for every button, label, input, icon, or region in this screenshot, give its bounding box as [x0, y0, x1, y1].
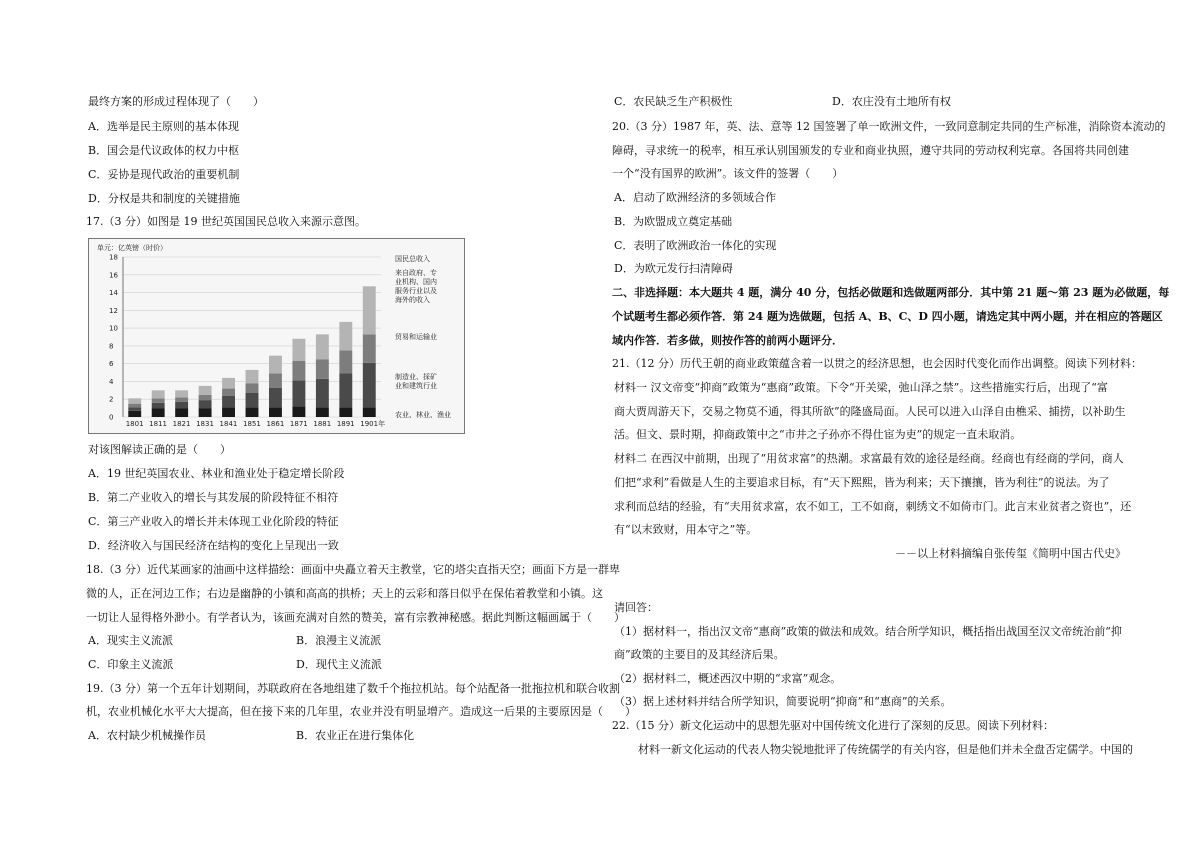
- q21-sub-1-line-2: 商”政策的主要目的及其经济后果。: [614, 648, 785, 661]
- bar-segment: [222, 407, 235, 417]
- y-tick-label: 2: [109, 395, 114, 404]
- q21-material2-line-1: 材料二 在西汉中前期，出现了“用贫求富”的热潮。求富最有效的途径是经商。经商也有经商的学问，商人: [614, 452, 1124, 465]
- bar-segment: [152, 403, 165, 408]
- q22-stem: 22.（15 分）新文化运动中的思想先驱对中国传统文化进行了深刻的反思。阅读下列材料：: [612, 719, 1054, 732]
- bar-segment: [269, 373, 282, 387]
- section2-line-3: 域内作答．若多做，则按作答的前两小题评分．: [612, 334, 843, 347]
- x-tick-label: 1811: [149, 420, 168, 428]
- income-chart: [88, 238, 465, 434]
- x-tick-label: 1901年: [360, 420, 386, 428]
- legend-series-label: 来自政府、专: [395, 269, 437, 277]
- x-tick-label: 1801: [125, 420, 144, 428]
- y-tick-label: 8: [109, 342, 114, 351]
- q20-line-1: 20.（3 分）1987 年，英、法、意等 12 国签署了单一欧洲文件，一致同意制定共同的生产标准，消除资本流动的: [612, 120, 1166, 133]
- bar-segment: [199, 395, 212, 400]
- bar-segment: [363, 363, 376, 407]
- x-tick-label: 1841: [219, 420, 238, 428]
- bar-segment: [175, 402, 188, 408]
- q21-sub-2: （2）据材料二，概述西汉中期的“求富”观念。: [614, 672, 842, 685]
- bar-segment: [363, 286, 376, 334]
- q17-stem: 17.（3 分）如图是 19 世纪英国国民总收入来源示意图。: [86, 215, 366, 228]
- q20-option-d: D．为欧元发行扫清障碍: [614, 262, 733, 275]
- bar-segment: [292, 339, 305, 361]
- q21-sub-1-line-1: （1）据材料一，指出汉文帝“惠商”政策的做法和成效。结合所学知识，概括指出战国至汉文帝统治前“抑: [614, 625, 1122, 638]
- q21-stem: 21.（12 分）历代王朝的商业政策蕴含着一以贯之的经济思想，也会因时代变化而作出调整。阅读下列材料：: [612, 357, 1142, 370]
- bar-segment: [339, 373, 352, 407]
- q21-material2-line-4: 有“以末致财，用本守之”等。: [614, 523, 758, 536]
- legend-series-label: 农业、林业、渔业: [395, 411, 451, 419]
- bar-segment: [175, 397, 188, 401]
- bar-segment: [339, 350, 352, 373]
- q20-option-c: C．表明了欧洲政治一体化的实现: [614, 239, 777, 252]
- q19-option-b: B．农业正在进行集体化: [296, 729, 415, 742]
- q16-option-d: D．分权是共和制度的关键措施: [88, 192, 240, 205]
- q17-option-a: A．19 世纪英国农业、林业和渔业处于稳定增长阶段: [88, 467, 345, 480]
- q16-stem-tail: 最终方案的形成过程体现了（ ）: [88, 95, 264, 108]
- bar-segment: [152, 390, 165, 398]
- section2-line-2: 个试题考生都必须作答．第 24 题为选做题，包括 A、B、C、D 四小题，请选定其中两小题，并在相应的答题区: [612, 310, 1163, 323]
- x-tick-label: 1881: [313, 420, 332, 428]
- q21-material1-line-1: 材料一 汉文帝变“抑商”政策为“惠商”政策。下令“开关梁，弛山泽之禁”。这些措施实行后，出现了“富: [614, 381, 1108, 394]
- bar-segment: [292, 361, 305, 381]
- x-tick-label: 1851: [243, 420, 261, 428]
- q16-option-b: B．国会是代议政体的权力中枢: [88, 144, 240, 157]
- y-tick-label: 16: [109, 271, 118, 280]
- bar-segment: [246, 383, 259, 393]
- bar-segment: [292, 406, 305, 417]
- q21-material2-line-3: 求利而总结的经验，有“夫用贫求富，农不如工，工不如商，刺绣文不如倚市门。此言末业贫者之资也”，还: [614, 500, 1132, 513]
- q17-option-b: B．第二产业收入的增长与其发展的阶段特征不相符: [88, 491, 339, 504]
- bar-segment: [292, 381, 305, 407]
- chart-legend: [395, 254, 451, 419]
- bar-segment: [175, 408, 188, 417]
- bar-segment: [339, 407, 352, 417]
- bar-segment: [199, 386, 212, 395]
- bar-segment: [363, 334, 376, 362]
- q18-line-3: 一切让人显得格外渺小。有学者认为，该画充满对自然的赞美，富有宗教神秘感。据此判断这幅画属于（ ）: [86, 611, 625, 624]
- q21-material1-line-2: 商大贾周游天下，交易之物莫不通，得其所欲”的隆盛局面。人民可以进入山泽自由樵采、捕捞，以补助生: [614, 405, 1126, 418]
- q17-ask: 对该图解读正确的是（ ）: [88, 443, 231, 456]
- y-tick-label: 0: [109, 413, 114, 422]
- q19-option-d: D．农庄没有土地所有权: [832, 95, 951, 108]
- y-tick-label: 18: [109, 253, 118, 262]
- bar-segment: [128, 398, 141, 403]
- q18-option-b: B．浪漫主义流派: [296, 634, 382, 647]
- bar-segment: [316, 407, 329, 417]
- y-tick-label: 12: [109, 306, 118, 315]
- bar-segment: [316, 334, 329, 359]
- bar-segment: [246, 370, 259, 383]
- x-tick-label: 1871: [289, 420, 308, 428]
- bar-segment: [363, 407, 376, 417]
- legend-series-label: 业和建筑行业: [395, 382, 437, 390]
- x-tick-label: 1861: [266, 420, 285, 428]
- income-chart-svg: [89, 239, 464, 433]
- q18-option-c: C．印象主义流派: [88, 658, 174, 671]
- q19-option-c: C．农民缺乏生产积极性: [614, 95, 733, 108]
- bar-segment: [222, 378, 235, 389]
- bar-segment: [316, 359, 329, 379]
- bar-segment: [269, 407, 282, 417]
- bar-segment: [222, 396, 235, 408]
- bar-segment: [199, 408, 212, 417]
- q20-option-a: A．启动了欧洲经济的多领域合作: [614, 191, 776, 204]
- legend-series-label: 海外的收入: [395, 296, 430, 304]
- q22-material1-line-1: 材料一新文化运动的代表人物尖锐地批评了传统儒学的有关内容，但是他们并未全盘否定儒学。中国的: [638, 743, 1133, 756]
- y-tick-label: 14: [109, 289, 118, 298]
- bar-segment: [128, 411, 141, 417]
- bar-segment: [316, 379, 329, 407]
- q21-material2-line-2: 们把“求利”看做是人生的主要追求目标，有“天下熙熙，皆为利来；天下攘攘，皆为利往”的说法。为了: [614, 476, 1110, 489]
- q20-option-b: B．为欧盟成立奠定基础: [614, 215, 733, 228]
- q20-line-3: 一个“没有国界的欧洲”。该文件的签署（ ）: [612, 167, 844, 180]
- q19-line-2: 机，农业机械化水平大大提高，但在接下来的几年里，农业并没有明显增产。造成这一后果的主要原因是（ ）: [86, 705, 636, 718]
- bar-segment: [222, 389, 235, 396]
- chart-x-ticks: [126, 419, 385, 428]
- q21-answer-prompt: 请回答：: [614, 601, 658, 614]
- bar-segment: [269, 388, 282, 408]
- legend-series-label: 制造业、採矿: [395, 373, 437, 381]
- q21-sub-3: （3）据上述材料并结合所学知识，简要说明“抑商”和“惠商”的关系。: [614, 695, 952, 708]
- q17-option-d: D．经济收入与国民经济在结构的变化上呈现出一致: [88, 539, 339, 552]
- x-tick-label: 1821: [172, 420, 191, 428]
- y-tick-label: 6: [109, 360, 114, 369]
- q16-option-c: C．妥协是现代政治的重要机制: [88, 168, 240, 181]
- legend-total-income: 国民总收入: [395, 255, 430, 263]
- bar-segment: [269, 356, 282, 374]
- bar-segment: [152, 398, 165, 402]
- bar-segment: [175, 390, 188, 397]
- q18-line-1: 18.（3 分）近代某画家的油画中这样描绘：画面中央矗立着天主教堂，它的塔尖直指天空；画面下方是一群卑: [86, 563, 620, 576]
- q18-line-2: 微的人，正在河边工作；右边是幽静的小镇和高高的拱桥；天上的云彩和落日似乎在保佑着教堂和小镇。这: [86, 587, 603, 600]
- bar-segment: [199, 400, 212, 408]
- q17-option-c: C．第三产业收入的增长并未体现工业化阶段的特征: [88, 515, 339, 528]
- x-tick-label: 1891: [336, 420, 355, 428]
- bar-segment: [339, 322, 352, 350]
- bar-segment: [128, 404, 141, 408]
- section2-line-1: 二、非选择题：本大题共 4 题，满分 40 分，包括必做题和选做题两部分．其中第 21 题～第 23 题为必做题，每: [612, 286, 1170, 299]
- legend-series-label: 贸易和运输业: [395, 333, 437, 341]
- bar-segment: [246, 393, 259, 407]
- legend-series-label: 业机构、国内: [395, 278, 437, 286]
- q21-material1-line-3: 活。但文、景时期，抑商政策中之“市井之子孙亦不得仕宦为吏”的规定一直未取消。: [614, 428, 1022, 441]
- q19-option-a: A．农村缺少机械操作员: [88, 729, 206, 742]
- q20-line-2: 障碍，寻求统一的税率，相互承认别国颁发的专业和商业执照，遵守共同的劳动权利宪章。各国将共同创建: [612, 144, 1129, 157]
- y-tick-label: 4: [109, 377, 114, 386]
- chart-bars: [128, 286, 375, 417]
- chart-title: 单元：亿英镑（时价）: [97, 244, 167, 252]
- q21-source: －－以上材料摘编自张传玺《简明中国古代史》: [895, 547, 1126, 560]
- q19-line-1: 19.（3 分）第一个五年计划期间，苏联政府在各地组建了数千个拖拉机站。每个站配备一批拖拉机和联合收割: [86, 682, 620, 695]
- q16-option-a: A．选举是民主原则的基本体现: [88, 120, 239, 133]
- q18-option-a: A．现实主义流派: [88, 634, 173, 647]
- legend-series-label: 服务行业以及: [395, 287, 437, 295]
- bar-segment: [246, 407, 259, 417]
- x-tick-label: 1831: [196, 420, 214, 428]
- q18-option-d: D．现代主义流派: [296, 658, 382, 671]
- bar-segment: [128, 407, 141, 411]
- bar-segment: [152, 408, 165, 417]
- y-tick-label: 10: [109, 324, 118, 333]
